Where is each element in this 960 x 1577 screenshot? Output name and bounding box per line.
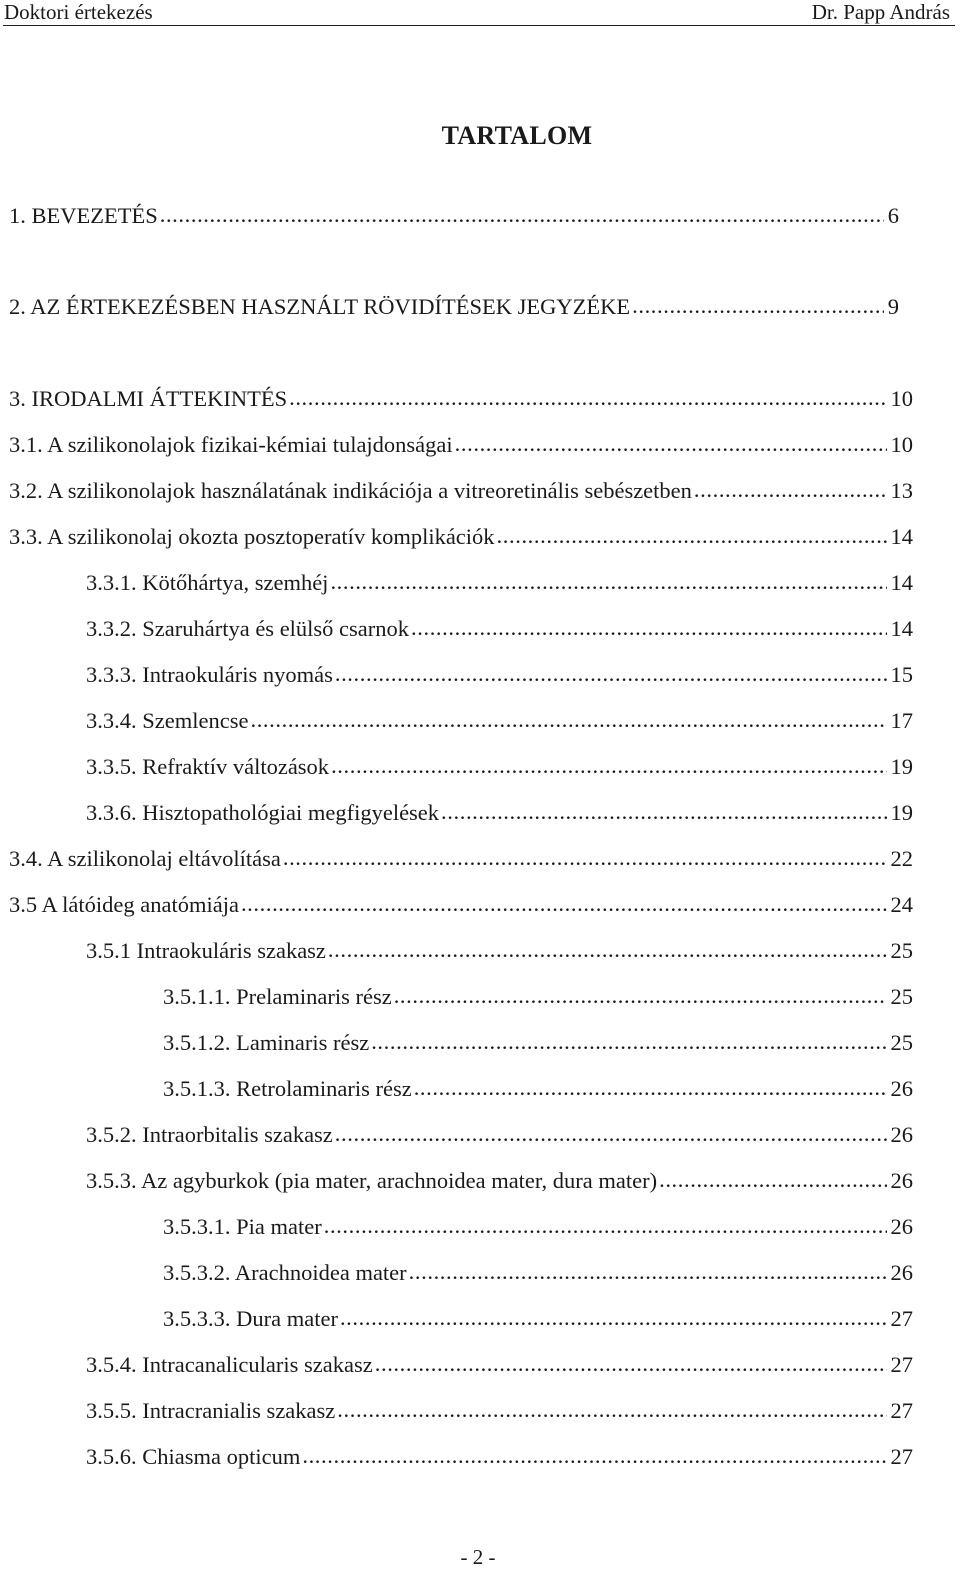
toc-dot-leader (330, 566, 886, 598)
toc-page-number: 26 (890, 1122, 913, 1147)
toc-page-number: 9 (887, 294, 899, 319)
toc-page-number: 19 (890, 800, 913, 825)
toc-entry-text: 1. BEVEZETÉS (9, 203, 158, 228)
toc-entry-text: 3.5.3.3. Dura mater (163, 1306, 338, 1331)
toc-dot-leader (394, 980, 887, 1012)
toc-entry-3-3-3[interactable] (86, 659, 913, 691)
toc-page-number: 26 (890, 1214, 913, 1239)
toc-page-number: 19 (890, 754, 913, 779)
toc-page-number: 25 (890, 1030, 913, 1055)
toc-entry-text: 3. IRODALMI ÁTTEKINTÉS (9, 386, 288, 411)
toc-dot-leader (497, 520, 887, 552)
toc-dot-leader (375, 1348, 887, 1380)
header-divider (3, 25, 955, 26)
toc-page-number: 27 (890, 1444, 913, 1469)
toc-dot-leader (335, 1118, 887, 1150)
toc-entry-bevezetes[interactable] (9, 200, 899, 232)
toc-entry-text: 2. AZ ÉRTEKEZÉSBEN HASZNÁLT RÖVIDÍTÉSEK JEGYZÉKE (9, 294, 631, 319)
toc-page-number: 14 (890, 524, 913, 549)
toc-entry-3-1[interactable] (9, 429, 913, 461)
toc-entry-text: 3.3.1. Kötőhártya, szemhéj (86, 570, 329, 595)
toc-entry-text: 3.5.3. Az agyburkok (pia mater, arachnoidea mater, dura mater) (86, 1168, 658, 1193)
toc-entry-text: 3.1. A szilikonolajok fizikai-kémiai tulajdonságai (9, 432, 453, 457)
toc-entry-3-5-6[interactable] (86, 1441, 913, 1473)
header-left-text: Doktori értekezés (4, 0, 153, 24)
toc-entry-3-5-3-3[interactable] (163, 1303, 913, 1335)
toc-dot-leader (694, 474, 887, 506)
toc-entry-3-5-1-3[interactable] (163, 1073, 913, 1105)
toc-entry-text: 3.3.3. Intraokuláris nyomás (86, 662, 333, 687)
page-header (0, 0, 960, 26)
toc-entry-text: 3.5.5. Intracranialis szakasz (86, 1398, 336, 1423)
toc-entry-text: 3.5 A látóideg anatómiája (9, 892, 239, 917)
toc-page-number: 26 (890, 1168, 913, 1193)
toc-dot-leader (632, 290, 884, 322)
header-right-text: Dr. Papp András (811, 0, 950, 24)
toc-entry-text: 3.3.6. Hisztopathológiai megfigyelések (86, 800, 440, 825)
toc-dot-leader (331, 750, 886, 782)
toc-page-number: 27 (890, 1352, 913, 1377)
toc-entry-3-5-3[interactable] (86, 1165, 913, 1197)
page-number-footer: - 2 - (460, 1545, 496, 1569)
toc-dot-leader (335, 658, 887, 690)
toc-entry-3-3-2[interactable] (86, 613, 913, 645)
toc-entry-3-5-2[interactable] (86, 1119, 913, 1151)
toc-entry-3-3[interactable] (9, 521, 913, 553)
toc-entry-3-5[interactable] (9, 889, 913, 921)
toc-entry-3-3-6[interactable] (86, 797, 913, 829)
toc-entry-3-3-4[interactable] (86, 705, 913, 737)
toc-dot-leader (659, 1164, 886, 1196)
toc-entry-3-3-1[interactable] (86, 567, 913, 599)
page-title: TARTALOM (441, 121, 593, 150)
toc-entry-text: 3.2. A szilikonolajok használatának indikációja a vitreoretinális sebészetben (9, 478, 692, 503)
toc-entry-3-5-4[interactable] (86, 1349, 913, 1381)
toc-page-number: 17 (890, 708, 913, 733)
toc-entry-rovidites[interactable] (9, 291, 899, 323)
toc-page-number: 15 (890, 662, 913, 687)
toc-entry-3-5-1-1[interactable] (163, 981, 913, 1013)
toc-page-number: 26 (890, 1076, 913, 1101)
toc-entry-text: 3.5.1 Intraokuláris szakasz (86, 938, 326, 963)
toc-dot-leader (409, 1256, 887, 1288)
toc-dot-leader (289, 382, 886, 414)
toc-entry-3-5-3-1[interactable] (163, 1211, 913, 1243)
toc-page-number: 13 (890, 478, 913, 503)
toc-entry-text: 3.3.4. Szemlencse (86, 708, 249, 733)
toc-dot-leader (250, 704, 886, 736)
toc-entry-text: 3.3. A szilikonolaj okozta posztoperatív komplikációk (9, 524, 495, 549)
toc-entry-3-3-5[interactable] (86, 751, 913, 783)
toc-page-number: 10 (890, 432, 913, 457)
toc-page-number: 27 (890, 1398, 913, 1423)
toc-dot-leader (441, 796, 886, 828)
toc-entry-irodalmi[interactable] (9, 383, 913, 415)
toc-dot-leader (328, 934, 887, 966)
toc-entry-3-5-3-2[interactable] (163, 1257, 913, 1289)
toc-page-number: 10 (890, 386, 913, 411)
toc-entry-text: 3.3.2. Szaruhártya és elülső csarnok (86, 616, 410, 641)
toc-dot-leader (283, 842, 887, 874)
toc-page-number: 14 (890, 616, 913, 641)
toc-dot-leader (302, 1440, 886, 1472)
toc-dot-leader (160, 199, 884, 231)
toc-entry-text: 3.5.1.3. Retrolaminaris rész (163, 1076, 412, 1101)
toc-entry-3-2[interactable] (9, 475, 913, 507)
toc-entry-text: 3.5.1.2. Laminaris rész (163, 1030, 370, 1055)
toc-dot-leader (340, 1302, 887, 1334)
toc-page-number: 26 (890, 1260, 913, 1285)
toc-dot-leader (371, 1026, 886, 1058)
toc-dot-leader (411, 612, 886, 644)
toc-dot-leader (324, 1210, 887, 1242)
toc-entry-3-4[interactable] (9, 843, 913, 875)
toc-entry-3-5-1-2[interactable] (163, 1027, 913, 1059)
toc-dot-leader (241, 888, 887, 920)
toc-entry-3-5-1[interactable] (86, 935, 913, 967)
toc-page-number: 6 (887, 203, 899, 228)
toc-entry-text: 3.5.2. Intraorbitalis szakasz (86, 1122, 333, 1147)
toc-entry-text: 3.5.6. Chiasma opticum (86, 1444, 301, 1469)
toc-dot-leader (414, 1072, 887, 1104)
toc-page-number: 25 (890, 984, 913, 1009)
toc-entry-text: 3.5.3.1. Pia mater (163, 1214, 322, 1239)
toc-page-number: 25 (890, 938, 913, 963)
toc-dot-leader (455, 428, 887, 460)
toc-entry-text: 3.5.3.2. Arachnoidea mater (163, 1260, 407, 1285)
toc-page-number: 14 (890, 570, 913, 595)
toc-entry-text: 3.3.5. Refraktív változások (86, 754, 330, 779)
toc-page-number: 27 (890, 1306, 913, 1331)
toc-page-number: 24 (890, 892, 913, 917)
toc-dot-leader (337, 1394, 886, 1426)
toc-entry-3-5-5[interactable] (86, 1395, 913, 1427)
toc-entry-text: 3.5.1.1. Prelaminaris rész (163, 984, 392, 1009)
toc-page-number: 22 (890, 846, 913, 871)
toc-entry-text: 3.5.4. Intracanalicularis szakasz (86, 1352, 373, 1377)
toc-entry-text: 3.4. A szilikonolaj eltávolítása (9, 846, 281, 871)
